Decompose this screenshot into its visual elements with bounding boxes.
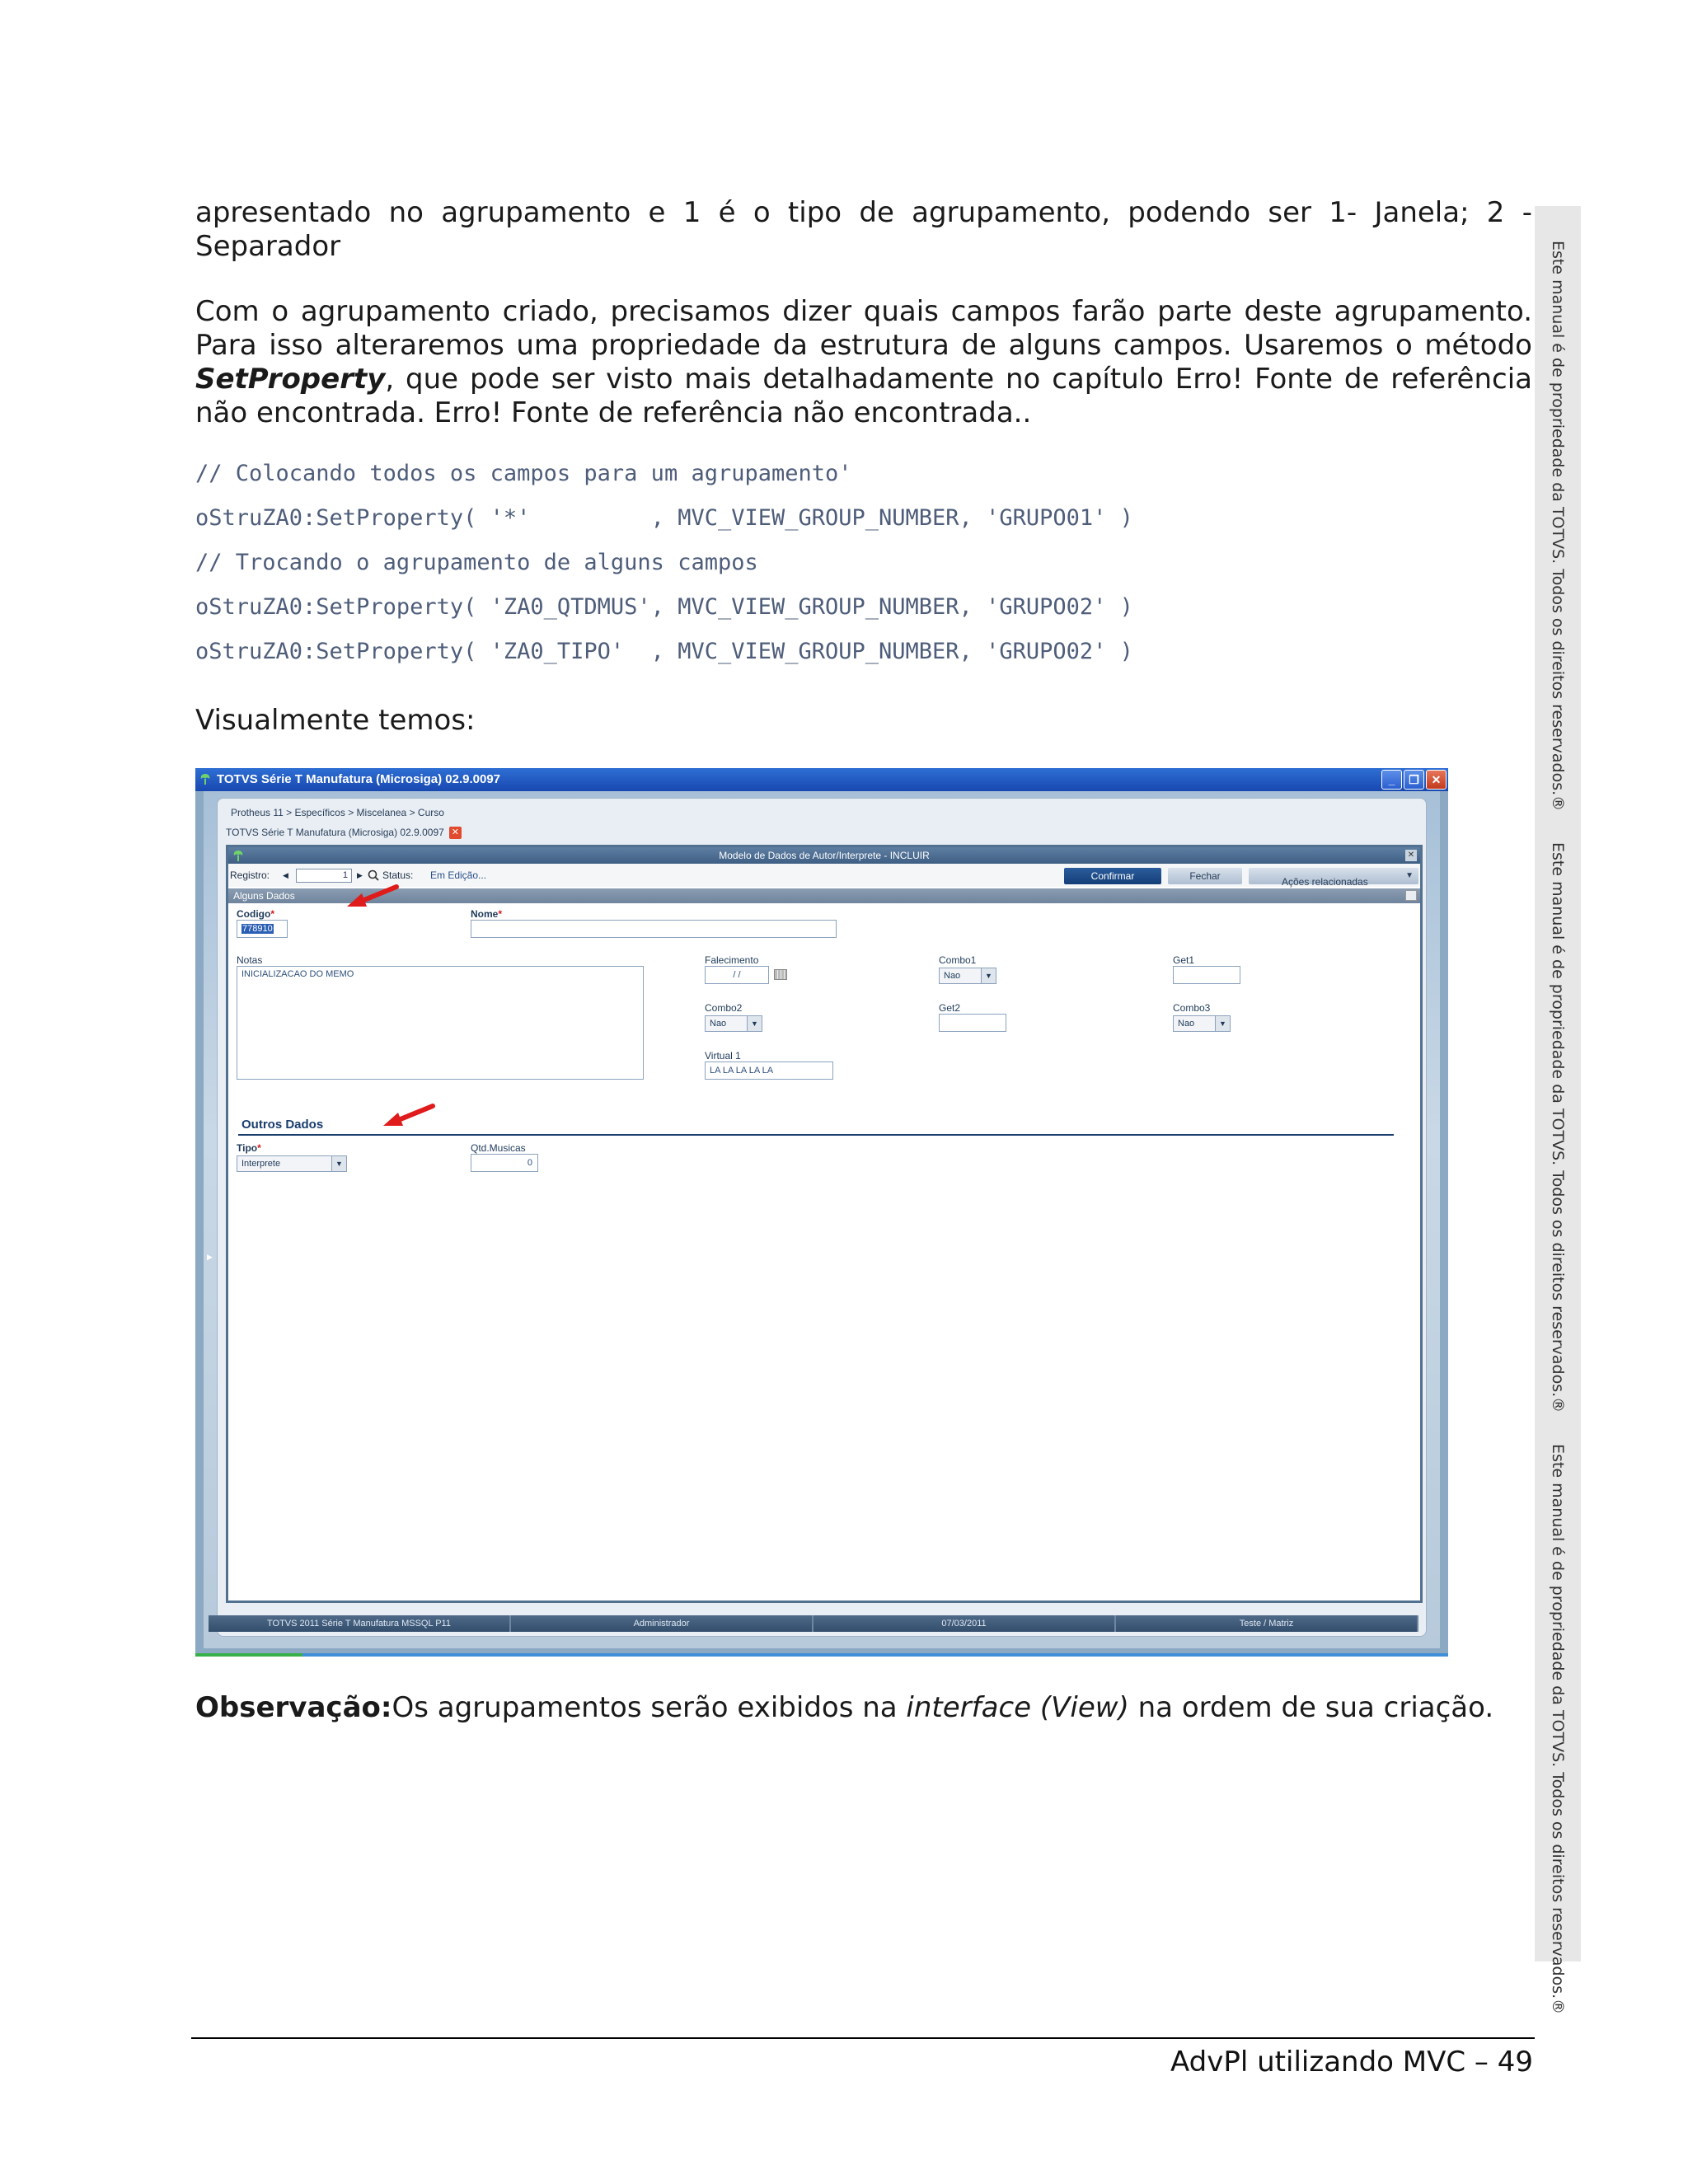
text-line: apresentado no agrupamento e 1 é o tipo de agrupamento, podendo ser 1- Janela; 2 - bbox=[195, 196, 1532, 229]
method-name: SetProperty bbox=[195, 363, 386, 396]
acoes-label: Ações relacionadas bbox=[1282, 876, 1368, 888]
status-label: Status: bbox=[382, 869, 414, 881]
window-titlebar bbox=[195, 768, 1448, 791]
get1-field[interactable] bbox=[1173, 966, 1240, 984]
totvs-logo-icon bbox=[199, 772, 212, 785]
section-divider bbox=[238, 1134, 1394, 1136]
combo2-value: Nao bbox=[710, 1019, 727, 1029]
dialog-toolbar bbox=[228, 864, 1420, 887]
combo3-select[interactable] bbox=[1173, 1015, 1231, 1032]
registro-label: Registro: bbox=[230, 869, 270, 881]
chevron-down-icon: ▼ bbox=[1405, 871, 1414, 880]
text-line: Para isso alteraremos uma propriedade da estrutura de alguns campos. Usaremos o método bbox=[195, 329, 1532, 362]
desktop-area bbox=[204, 791, 1440, 1648]
sidebar-copyright-text: Este manual é de propriedade da TOTVS. Todos os direitos reservados.® bbox=[1549, 241, 1567, 812]
paragraph-grouping-type bbox=[195, 196, 1532, 264]
fechar-button[interactable]: Fechar bbox=[1168, 868, 1242, 884]
tipo-label: Tipo * bbox=[237, 1142, 261, 1154]
app-window bbox=[217, 798, 1427, 1637]
text-line: Separador bbox=[195, 230, 341, 263]
status-value: Em Edição... bbox=[430, 869, 487, 881]
codigo-value: 778910 bbox=[242, 924, 273, 934]
observation-label: Observação: bbox=[195, 1691, 392, 1724]
status-date: 07/03/2011 bbox=[814, 1615, 1116, 1632]
code-line-1: oStruZA0:SetProperty( '*' , MVC_VIEW_GROUP_NUMBER, 'GRUPO01' ) bbox=[195, 505, 1133, 531]
chevron-down-icon: ▼ bbox=[1215, 1016, 1230, 1031]
tipo-value: Interprete bbox=[241, 1159, 281, 1169]
status-bar bbox=[209, 1615, 1418, 1632]
virtual1-field[interactable]: LA LA LA LA LA bbox=[705, 1062, 833, 1080]
window-title: TOTVS Série T Manufatura (Microsiga) 02.9.0097 bbox=[217, 772, 501, 786]
falecimento-label: Falecimento bbox=[705, 954, 759, 966]
combo3-value: Nao bbox=[1178, 1019, 1195, 1029]
confirmar-button[interactable]: Confirmar bbox=[1064, 868, 1161, 884]
model-dialog bbox=[226, 845, 1423, 1603]
combo2-select[interactable] bbox=[705, 1015, 762, 1032]
falecimento-field[interactable]: / / bbox=[705, 966, 769, 984]
section-title: Alguns Dados bbox=[233, 890, 295, 902]
sidebar-copyright-text: Este manual é de propriedade da TOTVS. Todos os direitos reservados.® bbox=[1549, 842, 1567, 1413]
paragraph-setproperty bbox=[195, 295, 1532, 430]
minimize-button[interactable]: _ bbox=[1381, 770, 1402, 790]
footer-rule bbox=[191, 2037, 1535, 2039]
code-comment-1: // Colocando todos os campos para um agrupamento' bbox=[195, 461, 852, 486]
text-line bbox=[195, 363, 1532, 396]
red-arrow-icon bbox=[344, 882, 401, 912]
breadcrumb: Protheus 11 > Específicos > Miscelanea > Curso bbox=[231, 807, 444, 818]
tab-close-icon[interactable]: ✕ bbox=[449, 827, 462, 839]
chevron-down-icon: ▼ bbox=[981, 968, 996, 983]
get2-field[interactable] bbox=[939, 1014, 1006, 1032]
text-line: Com o agrupamento criado, precisamos dizer quais campos farão parte deste agrupamento. bbox=[195, 295, 1532, 328]
text-italic: interface (View) bbox=[906, 1691, 1129, 1724]
observation-paragraph bbox=[195, 1691, 1532, 1725]
nome-field[interactable] bbox=[471, 920, 837, 938]
virtual1-label: Virtual 1 bbox=[705, 1050, 741, 1062]
chevron-down-icon: ▼ bbox=[747, 1016, 762, 1031]
codigo-field[interactable] bbox=[237, 920, 288, 938]
text-line: não encontrada. Erro! Fonte de referência não encontrada.. bbox=[195, 396, 1032, 429]
dialog-titlebar bbox=[228, 847, 1420, 864]
qtd-musicas-label: Qtd.Musicas bbox=[471, 1142, 526, 1154]
codigo-label: Codigo * bbox=[237, 908, 274, 920]
status-system: TOTVS 2011 Série T Manufatura MSSQL P11 bbox=[209, 1615, 511, 1632]
registro-field[interactable]: 1 bbox=[296, 869, 352, 883]
next-record-icon[interactable]: ▶ bbox=[357, 871, 363, 879]
combo3-label: Combo3 bbox=[1173, 1002, 1211, 1014]
status-user: Administrador bbox=[511, 1615, 814, 1632]
tab-main[interactable] bbox=[226, 827, 462, 839]
totvs-logo-icon bbox=[232, 849, 245, 862]
combo1-value: Nao bbox=[944, 971, 961, 981]
combo2-label: Combo2 bbox=[705, 1002, 743, 1014]
calendar-icon[interactable] bbox=[774, 969, 787, 980]
code-line-2: oStruZA0:SetProperty( 'ZA0_QTDMUS', MVC_VIEW_GROUP_NUMBER, 'GRUPO02' ) bbox=[195, 594, 1133, 620]
chevron-down-icon: ▼ bbox=[331, 1156, 346, 1171]
code-line-3: oStruZA0:SetProperty( 'ZA0_TIPO' , MVC_VIEW_GROUP_NUMBER, 'GRUPO02' ) bbox=[195, 639, 1133, 664]
taskbar-strip bbox=[195, 1653, 1448, 1657]
get2-label: Get2 bbox=[939, 1002, 961, 1014]
status-company: Teste / Matriz bbox=[1116, 1615, 1418, 1632]
copyright-sidebar bbox=[1535, 206, 1581, 2015]
nome-label: Nome * bbox=[471, 908, 502, 920]
collapse-icon[interactable] bbox=[1405, 890, 1417, 901]
tipo-select[interactable] bbox=[237, 1155, 347, 1172]
combo1-label: Combo1 bbox=[939, 954, 977, 966]
tab-label: TOTVS Série T Manufatura (Microsiga) 02.9.0097 bbox=[226, 827, 444, 838]
section-outros-dados: Outros Dados bbox=[241, 1118, 324, 1132]
notas-label: Notas bbox=[237, 954, 263, 966]
sidebar-copyright-text: Este manual é de propriedade da TOTVS. Todos os direitos reservados.® bbox=[1549, 1444, 1567, 2015]
visual-label: Visualmente temos: bbox=[195, 704, 476, 737]
notas-memo[interactable]: INICIALIZACAO DO MEMO bbox=[237, 966, 644, 1080]
red-arrow-icon bbox=[380, 1101, 438, 1131]
side-expand-icon[interactable]: ▶ bbox=[207, 1253, 213, 1261]
combo1-select[interactable] bbox=[939, 968, 996, 984]
qtd-musicas-field[interactable]: 0 bbox=[471, 1154, 538, 1172]
get1-label: Get1 bbox=[1173, 954, 1195, 966]
page-footer: AdvPl utilizando MVC – 49 bbox=[1170, 2046, 1533, 2079]
dialog-close-button[interactable]: ✕ bbox=[1405, 850, 1417, 861]
code-comment-2: // Trocando o agrupamento de alguns campos bbox=[195, 550, 758, 575]
text-span: , que pode ser visto mais detalhadamente no capítulo Erro! Fonte de referência bbox=[385, 363, 1532, 396]
acoes-relacionadas-dropdown[interactable] bbox=[1249, 868, 1418, 888]
text-span: na ordem de sua criação. bbox=[1128, 1691, 1494, 1724]
restore-button[interactable]: ❐ bbox=[1404, 770, 1424, 790]
embedded-screenshot bbox=[195, 768, 1448, 1657]
close-button[interactable]: ✕ bbox=[1426, 770, 1447, 790]
dialog-title: Modelo de Dados de Autor/Interprete - INCLUIR bbox=[719, 850, 930, 861]
prev-record-icon[interactable]: ◀ bbox=[283, 871, 288, 879]
text-span: Os agrupamentos serão exibidos na bbox=[392, 1691, 907, 1724]
section-alguns-dados bbox=[228, 888, 1420, 903]
